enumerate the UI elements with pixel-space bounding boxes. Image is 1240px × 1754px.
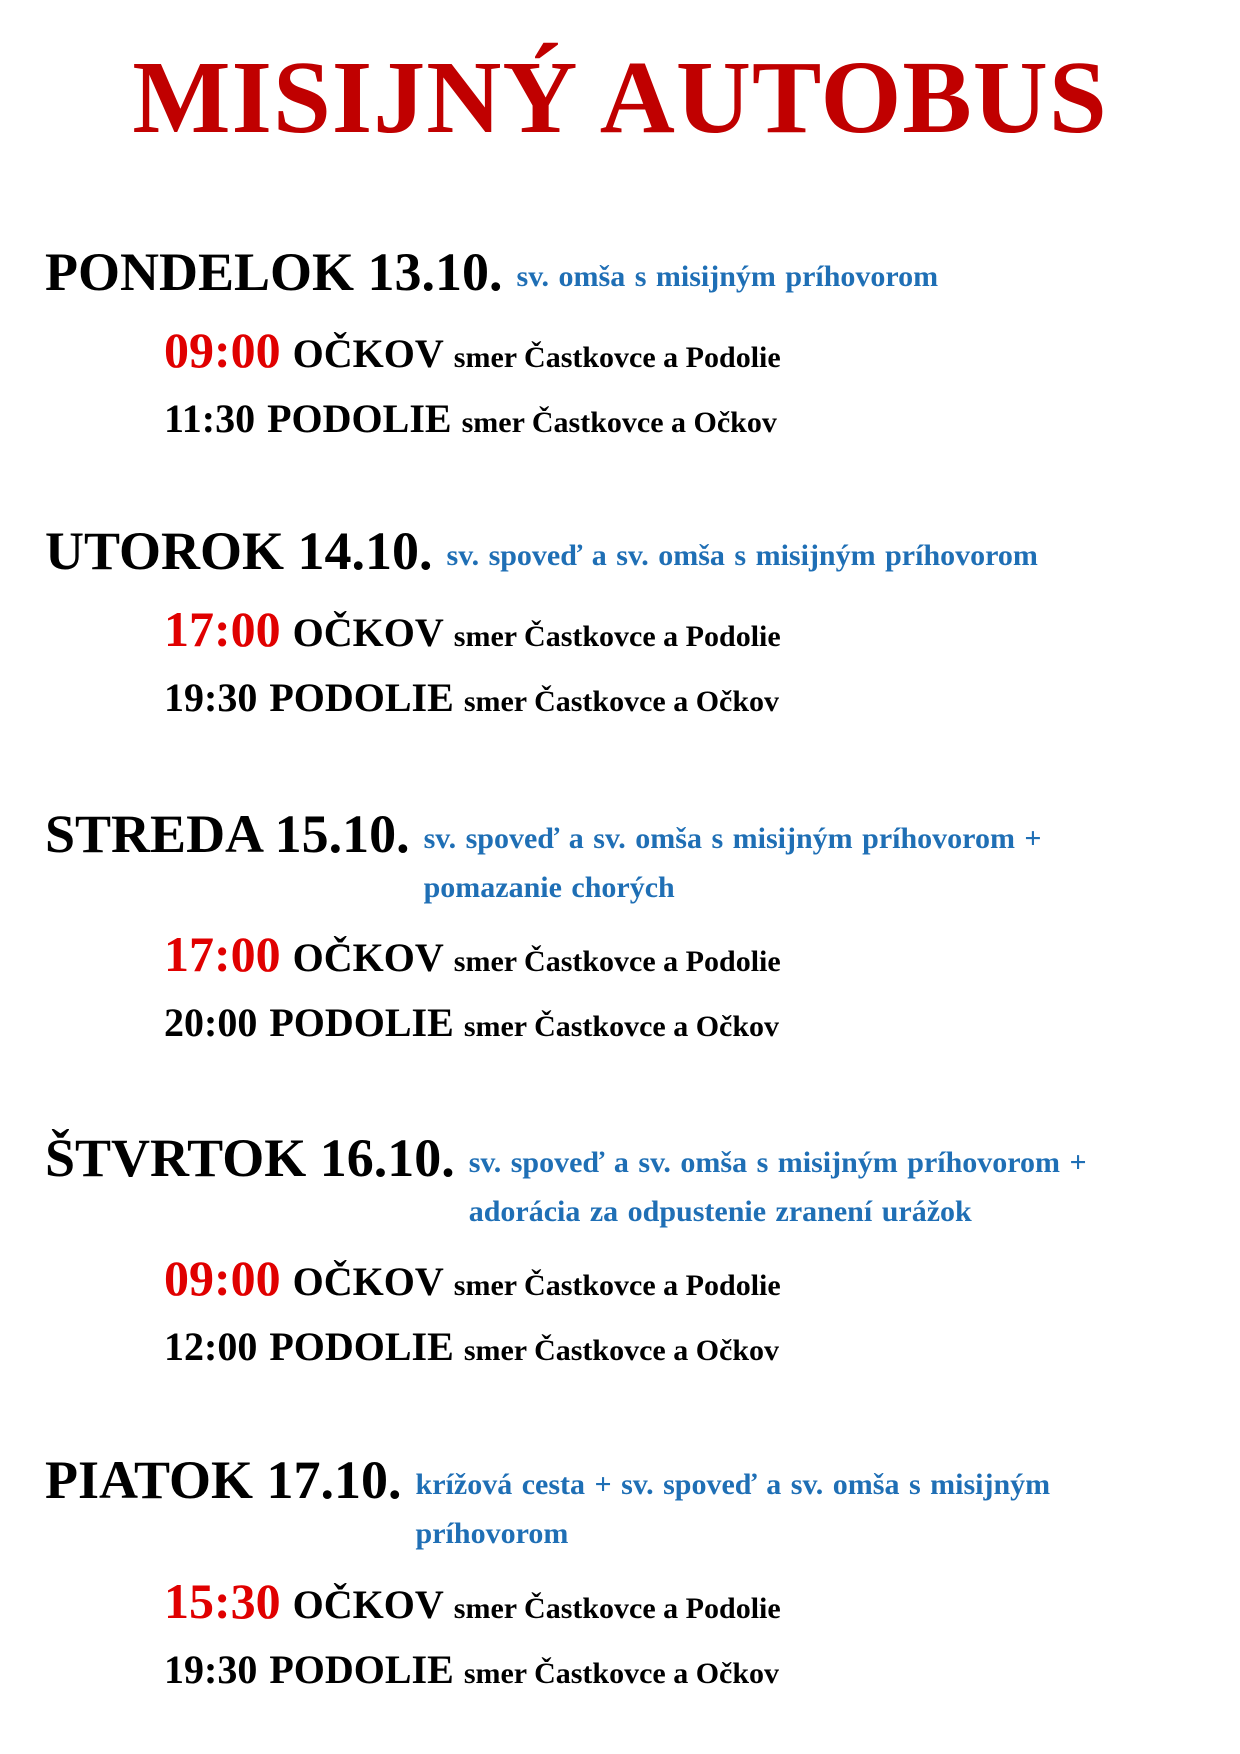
departure-time: 12:00 — [164, 1324, 258, 1369]
route-second — [164, 668, 779, 737]
day-tuesday — [45, 520, 1225, 582]
day-name: ŠTVRTOK 16.10. — [45, 1128, 455, 1188]
day-header — [45, 241, 1225, 303]
departure-time: 09:00 — [164, 322, 281, 378]
day-wednesday — [45, 803, 1225, 912]
route-direction: smer Častkovce a Očkov — [463, 1010, 780, 1043]
route-direction: smer Častkovce a Podolie — [453, 620, 781, 653]
route-second — [164, 993, 779, 1062]
departure-place: OČKOV — [292, 1259, 444, 1304]
route-direction: smer Častkovce a Podolie — [453, 1269, 781, 1302]
departure-time: 09:00 — [164, 1250, 281, 1306]
route-direction: smer Častkovce a Podolie — [453, 1592, 781, 1625]
route-second — [164, 389, 777, 458]
route-second — [164, 1317, 779, 1386]
departure-place: PODOLIE — [267, 396, 452, 441]
departure-place: PODOLIE — [269, 1647, 454, 1692]
day-header — [45, 1127, 1225, 1236]
departure-time: 19:30 — [164, 1647, 258, 1692]
route-direction: smer Častkovce a Očkov — [463, 1334, 780, 1367]
route-first — [164, 1248, 781, 1321]
departure-time: 11:30 — [164, 396, 256, 441]
day-description: krížová cesta + sv. spoveď a sv. omša s misijným príhovorom — [415, 1468, 1051, 1550]
day-header — [45, 803, 1225, 912]
day-friday — [45, 1449, 1225, 1558]
route-second — [164, 1640, 779, 1709]
departure-place: OČKOV — [292, 331, 444, 376]
day-name: STREDA 15.10. — [45, 804, 410, 864]
departure-time: 17:00 — [164, 601, 281, 657]
departure-place: PODOLIE — [269, 675, 454, 720]
route-direction: smer Častkovce a Očkov — [461, 406, 777, 439]
route-first — [164, 1571, 781, 1644]
departure-place: OČKOV — [292, 935, 444, 980]
day-thursday — [45, 1127, 1225, 1236]
departure-place: PODOLIE — [269, 1324, 454, 1369]
route-first — [164, 320, 781, 393]
day-name: PIATOK 17.10. — [45, 1450, 402, 1510]
departure-time: 17:00 — [164, 926, 281, 982]
route-direction: smer Častkovce a Očkov — [463, 685, 780, 718]
route-direction: smer Častkovce a Podolie — [453, 341, 781, 374]
day-header — [45, 1449, 1225, 1558]
day-name: PONDELOK 13.10. — [45, 242, 503, 302]
departure-time: 19:30 — [164, 675, 258, 720]
departure-place: OČKOV — [292, 1582, 444, 1627]
route-direction: smer Častkovce a Očkov — [463, 1657, 780, 1690]
day-header — [45, 520, 1225, 582]
departure-place: PODOLIE — [269, 1000, 454, 1045]
day-description: sv. spoveď a sv. omša s misijným príhovorom + adorácia za odpustenie zranení urážok — [468, 1146, 1087, 1228]
day-monday — [45, 241, 1225, 303]
day-description: sv. omša s misijným príhovorom — [516, 260, 939, 293]
day-description: sv. spoveď a sv. omša s misijným príhovorom + pomazanie chorých — [423, 822, 1042, 904]
day-name: UTOROK 14.10. — [45, 521, 433, 581]
route-first — [164, 599, 781, 672]
departure-place: OČKOV — [292, 610, 444, 655]
page-title: MISIJNÝ AUTOBUS — [132, 40, 1108, 155]
route-direction: smer Častkovce a Podolie — [453, 945, 781, 978]
day-description: sv. spoveď a sv. omša s misijným príhovorom — [446, 539, 1038, 572]
route-first — [164, 924, 781, 997]
departure-time: 15:30 — [164, 1573, 281, 1629]
departure-time: 20:00 — [164, 1000, 258, 1045]
